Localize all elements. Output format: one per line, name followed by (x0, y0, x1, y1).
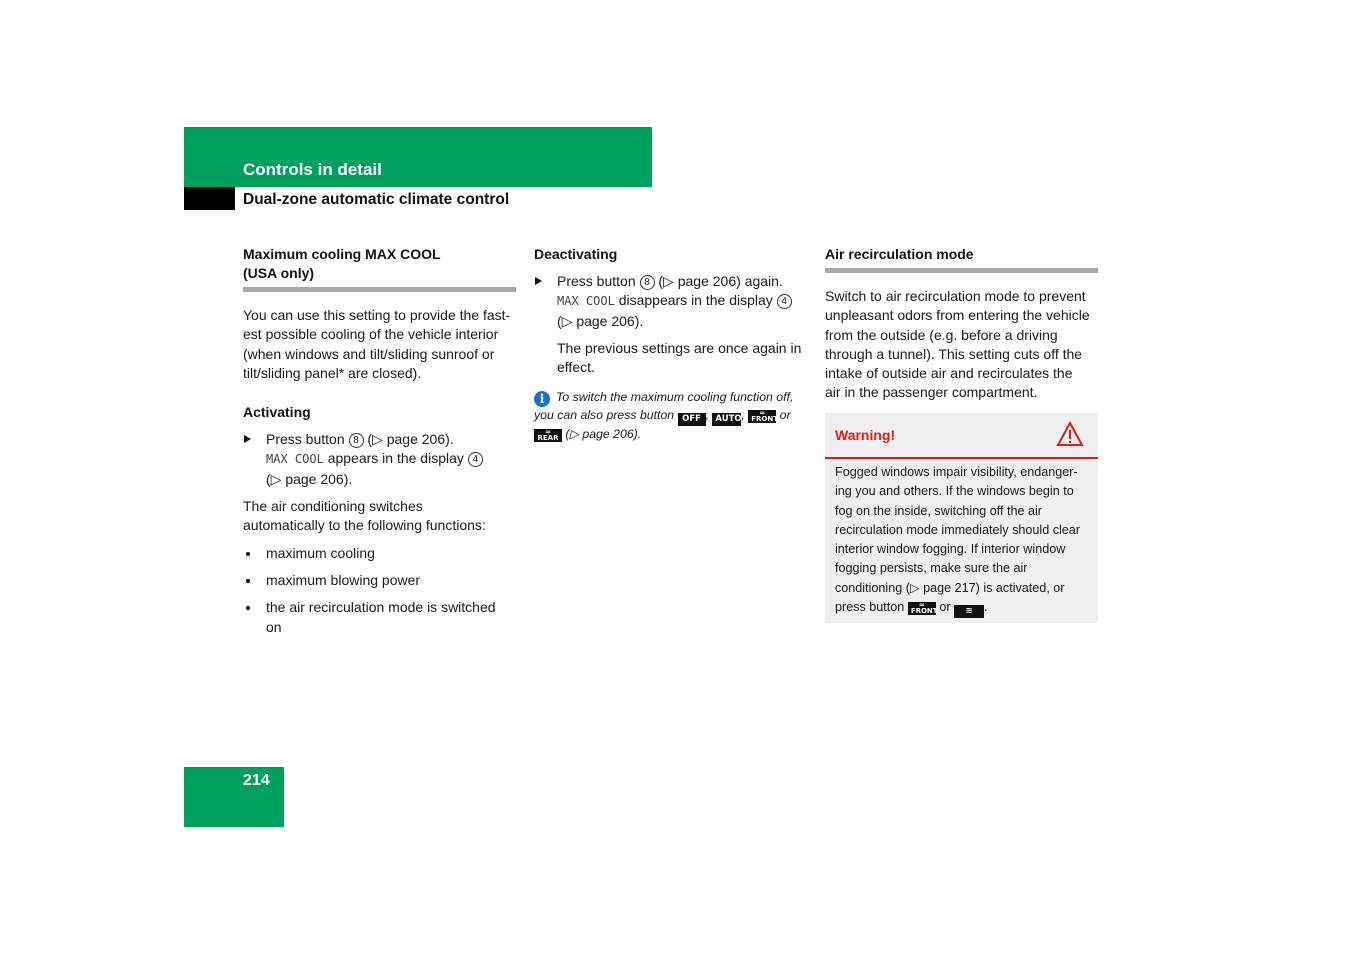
front-defrost-button-icon: ≈ FRONT (748, 410, 776, 423)
rear-defrost-button-icon: ≈ REAR (534, 429, 562, 442)
warning-triangle-icon (1056, 421, 1084, 447)
auto-functions-text: The air conditioning switches automatically to the following functions: (243, 498, 486, 534)
heading-rule (243, 287, 516, 292)
activating-heading: Activating (243, 404, 311, 421)
max-cool-heading: Maximum cooling MAX COOL (USA only) (243, 246, 441, 281)
info-icon: i (534, 391, 550, 407)
button-8-icon: 8 (349, 433, 364, 448)
activating-step: Press button 8 (▷ page 206). MAX COOL appears in the display 4 (▷ page 206). (243, 430, 516, 489)
display-text: MAX COOL (266, 452, 324, 467)
heading-rule (825, 268, 1098, 273)
previous-settings-text: The previous settings are once again in effect. (557, 339, 802, 376)
display-4-icon: 4 (468, 452, 483, 467)
column-deactivating (534, 245, 806, 444)
page-number: 214 (243, 772, 270, 789)
air-recirculation-heading: Air recirculation mode (825, 246, 974, 262)
list-item: maximum cooling (243, 544, 516, 563)
warning-box (825, 413, 1098, 623)
auto-button-icon: AUTO (712, 413, 741, 426)
warning-body: Fogged windows impair visibility, endanger- ing you and others. If the windows begin to fog on the inside, switching off the air recirculation mode immediately should clear interior window fogging. If interior window fogging persists, make sure the air conditioning (▷ page 217) is activated, or press button ≈ FRONT or ≋ . (835, 465, 1080, 617)
column-max-cool (243, 245, 516, 637)
header-tab-marker (184, 187, 235, 210)
warning-header (825, 413, 1098, 459)
windshield-defrost-button-icon: ≋ (954, 605, 984, 618)
button-8-icon: 8 (640, 275, 655, 290)
step-arrow-icon (244, 435, 251, 443)
list-item: maximum blowing power (243, 571, 516, 590)
bullet-icon (246, 579, 250, 583)
subsection-title: Dual-zone automatic climate control (243, 191, 510, 208)
display-4-icon: 4 (777, 294, 792, 309)
intro-text: You can use this setting to provide the fast- est possible cooling of the vehicle interior (when windows and tilt/sliding sunroof or tilt/sliding panel* are closed). (243, 307, 511, 381)
warning-title: Warning! (835, 427, 896, 443)
bullet-icon (246, 552, 250, 556)
air-recirculation-text: Switch to air recirculation mode to prevent unpleasant odors from entering the vehicle from the outside (e.g. before a driving through a tunnel). This setting cuts off the intake of outside air and recirculates the air in the passenger compartment. (825, 288, 1090, 401)
deactivating-step: Press button 8 (▷ page 206) again. MAX COOL disappears in the display 4 (▷ page 206). (534, 272, 806, 331)
front-defrost-button-icon: ≈ FRONT (908, 602, 936, 615)
step-arrow-icon (535, 277, 542, 285)
bullet-icon (246, 606, 250, 610)
info-note: i To switch the maximum cooling function off, you can also press button OFF , AUTO, ≈ FRONT or ≈ REAR (▷ page 206). (534, 390, 794, 443)
off-button-icon: OFF (678, 413, 706, 426)
list-item: the air recirculation mode is switched on (243, 598, 516, 637)
display-text: MAX COOL (557, 294, 615, 309)
section-title: Controls in detail (243, 160, 382, 179)
column-air-recirculation (825, 245, 1098, 403)
deactivating-heading: Deactivating (534, 246, 618, 262)
